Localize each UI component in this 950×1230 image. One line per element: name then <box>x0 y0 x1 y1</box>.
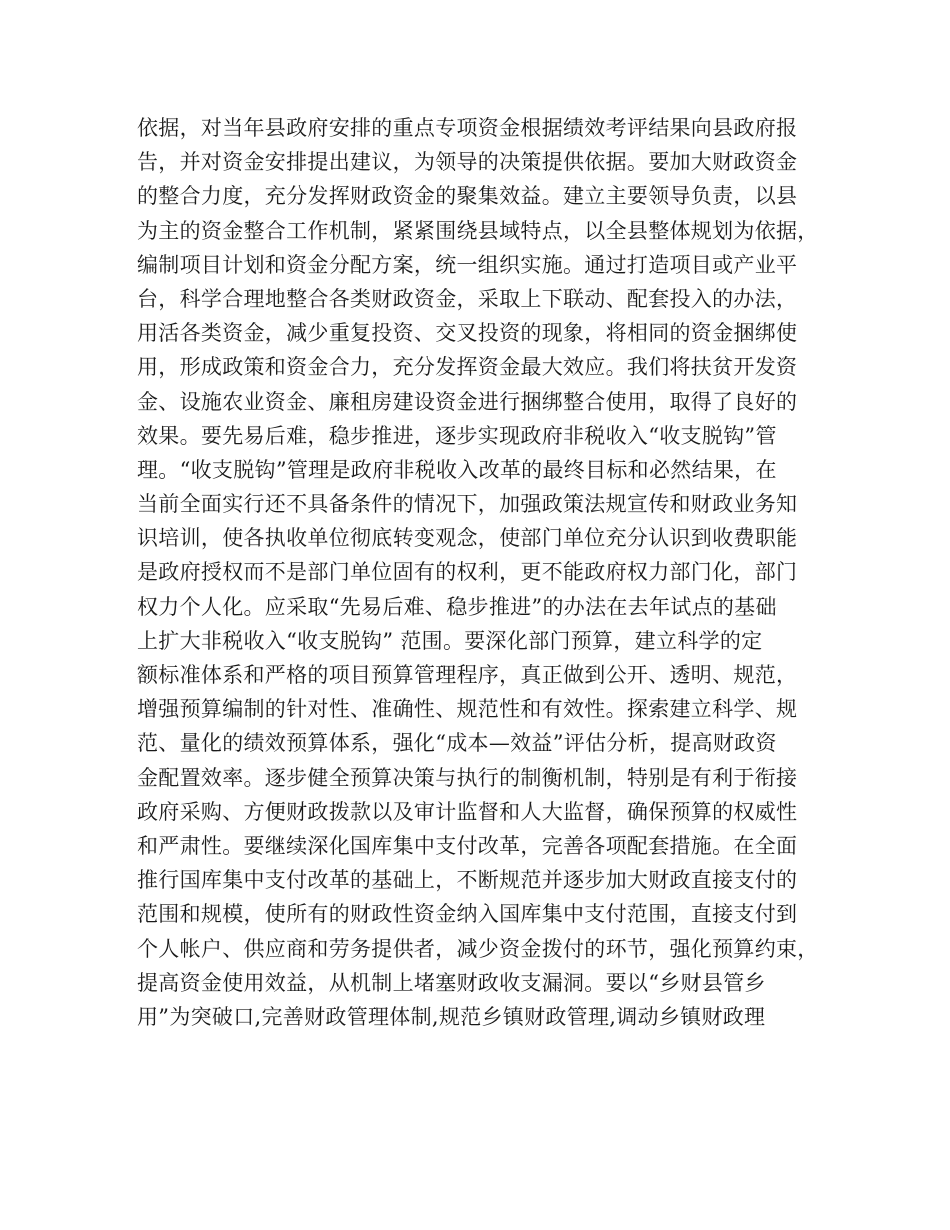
text-line: 台，科学合理地整合各类财政资金，采取上下联动、配套投入的办法， <box>137 286 798 311</box>
text-line: 识培训，使各执收单位彻底转变观念，使部门单位充分认识到收费职能 <box>137 526 798 551</box>
text-line: 是政府授权而不是部门单位固有的权利，更不能政府权力部门化，部门 <box>137 560 798 585</box>
text-line: 增强预算编制的针对性、准确性、规范性和有效性。探索建立科学、规 <box>137 697 798 722</box>
body-paragraph <box>137 111 817 1034</box>
text-line: 用活各类资金，减少重复投资、交叉投资的现象，将相同的资金捆绑使 <box>137 321 798 346</box>
text-line: 金配置效率。逐步健全预算决策与执行的制衡机制，特别是有利于衔接 <box>137 765 798 790</box>
text-line: 政府采购、方便财政拨款以及审计监督和人大监督，确保预算的权威性 <box>137 799 798 824</box>
text-line: 个人帐户、供应商和劳务提供者，减少资金拨付的环节，强化预算约束， <box>137 936 819 961</box>
text-line: 范围和规模，使所有的财政性资金纳入国库集中支付范围，直接支付到 <box>137 902 798 927</box>
text-line: 告，并对资金安排提出建议，为领导的决策提供依据。要加大财政资金 <box>137 150 798 175</box>
text-line: 提高资金使用效益，从机制上堵塞财政收支漏洞。要以“乡财县管乡 <box>137 970 766 995</box>
text-line: 额标准体系和严格的项目预算管理程序，真正做到公开、透明、规范， <box>137 663 798 687</box>
text-line: 推行国库集中支付改革的基础上，不断规范并逐步加大财政直接支付的 <box>137 868 798 893</box>
text-line: 效果。要先易后难，稳步推进，逐步实现政府非税收入“收支脱钩”管 <box>137 423 777 448</box>
text-line: 编制项目计划和资金分配方案，统一组织实施。通过打造项目或产业平 <box>137 252 798 277</box>
text-line: 当前全面实行还不具备条件的情况下，加强政策法规宣传和财政业务知 <box>137 492 798 517</box>
text-line: 依据，对当年县政府安排的重点专项资金根据绩效考评结果向县政府报 <box>137 116 798 140</box>
text-line: 为主的资金整合工作机制，紧紧围绕县域特点，以全县整体规划为依据， <box>137 218 819 243</box>
text-line: 理。“收支脱钩”管理是政府非税收入改革的最终目标和必然结果，在 <box>137 457 777 482</box>
text-line: 上扩大非税收入“收支脱钩” 范围。要深化部门预算，建立科学的定 <box>137 628 763 653</box>
text-line: 和严肃性。要继续深化国库集中支付改革，完善各项配套措施。在全面 <box>137 833 798 858</box>
text-line: 用，形成政策和资金合力，充分发挥资金最大效应。我们将扶贫开发资 <box>137 355 798 380</box>
text-line: 用”为突破口,完善财政管理体制,规范乡镇财政管理,调动乡镇财政理 <box>137 1004 766 1029</box>
text-line: 权力个人化。应采取“先易后难、稳步推进”的办法在去年试点的基础 <box>137 594 777 619</box>
text-line: 范、量化的绩效预算体系，强化“成本—效益”评估分析，提高财政资 <box>137 731 777 756</box>
text-line: 金、设施农业资金、廉租房建设资金进行捆绑整合使用，取得了良好的 <box>137 389 798 414</box>
text-line: 的整合力度，充分发挥财政资金的聚集效益。建立主要领导负责，以县 <box>137 184 798 209</box>
